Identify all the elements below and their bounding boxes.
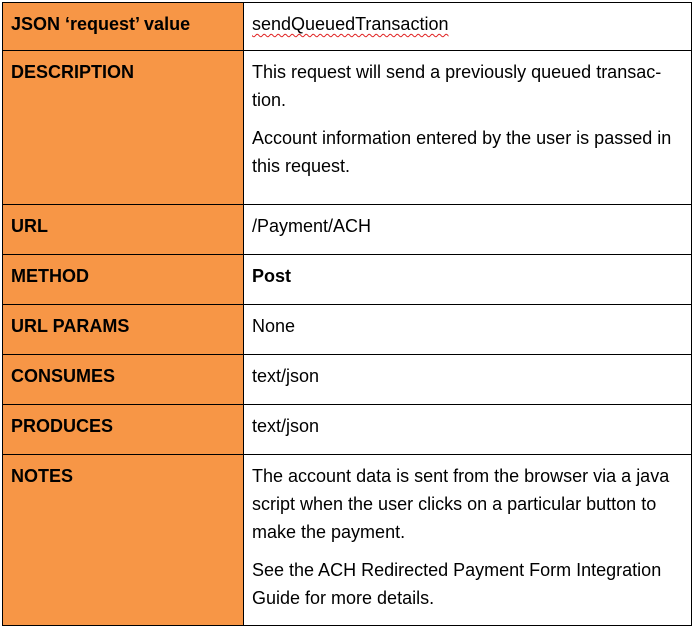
- description-paragraph-2: Account information entered by the user is passed in this request.: [252, 128, 672, 176]
- table-row-url: [3, 205, 692, 255]
- url-value-cell: [244, 205, 692, 255]
- method-value: Post: [252, 266, 292, 286]
- table-row-description: [3, 51, 692, 205]
- url-params-value: None: [252, 316, 296, 336]
- produces-label: PRODUCES: [3, 405, 244, 455]
- url-params-value-cell: [244, 305, 692, 355]
- url-params-label: URL PARAMS: [3, 305, 244, 355]
- method-value-cell: [244, 255, 692, 305]
- notes-value-cell: [244, 455, 692, 626]
- description-paragraph-1: This request will send a previously queued transac-tion.: [252, 62, 662, 110]
- table-row-url-params: [3, 305, 692, 355]
- description-value-cell: [244, 51, 692, 205]
- consumes-value-cell: [244, 355, 692, 405]
- notes-paragraph-2: See the ACH Redirected Payment Form Integration Guide for more details.: [252, 560, 662, 608]
- produces-value-cell: [244, 405, 692, 455]
- consumes-label: CONSUMES: [3, 355, 244, 405]
- consumes-value: text/json: [252, 366, 320, 386]
- table-row-request: [3, 3, 692, 51]
- table-row-consumes: [3, 355, 692, 405]
- notes-paragraph-1: The account data is sent from the browser via a java script when the user clicks on a particular button to make the payment.: [252, 466, 670, 542]
- table-row-produces: [3, 405, 692, 455]
- url-label: URL: [3, 205, 244, 255]
- api-spec-table: [2, 2, 692, 626]
- request-value-cell: [244, 3, 692, 51]
- url-value: /Payment/ACH: [252, 216, 372, 236]
- produces-value: text/json: [252, 416, 320, 436]
- method-label: METHOD: [3, 255, 244, 305]
- request-label: JSON ‘request’ value: [3, 3, 244, 51]
- table-row-method: [3, 255, 692, 305]
- request-value: sendQueuedTransaction: [252, 14, 449, 34]
- table-row-notes: [3, 455, 692, 626]
- description-label: DESCRIPTION: [3, 51, 244, 205]
- notes-label: NOTES: [3, 455, 244, 626]
